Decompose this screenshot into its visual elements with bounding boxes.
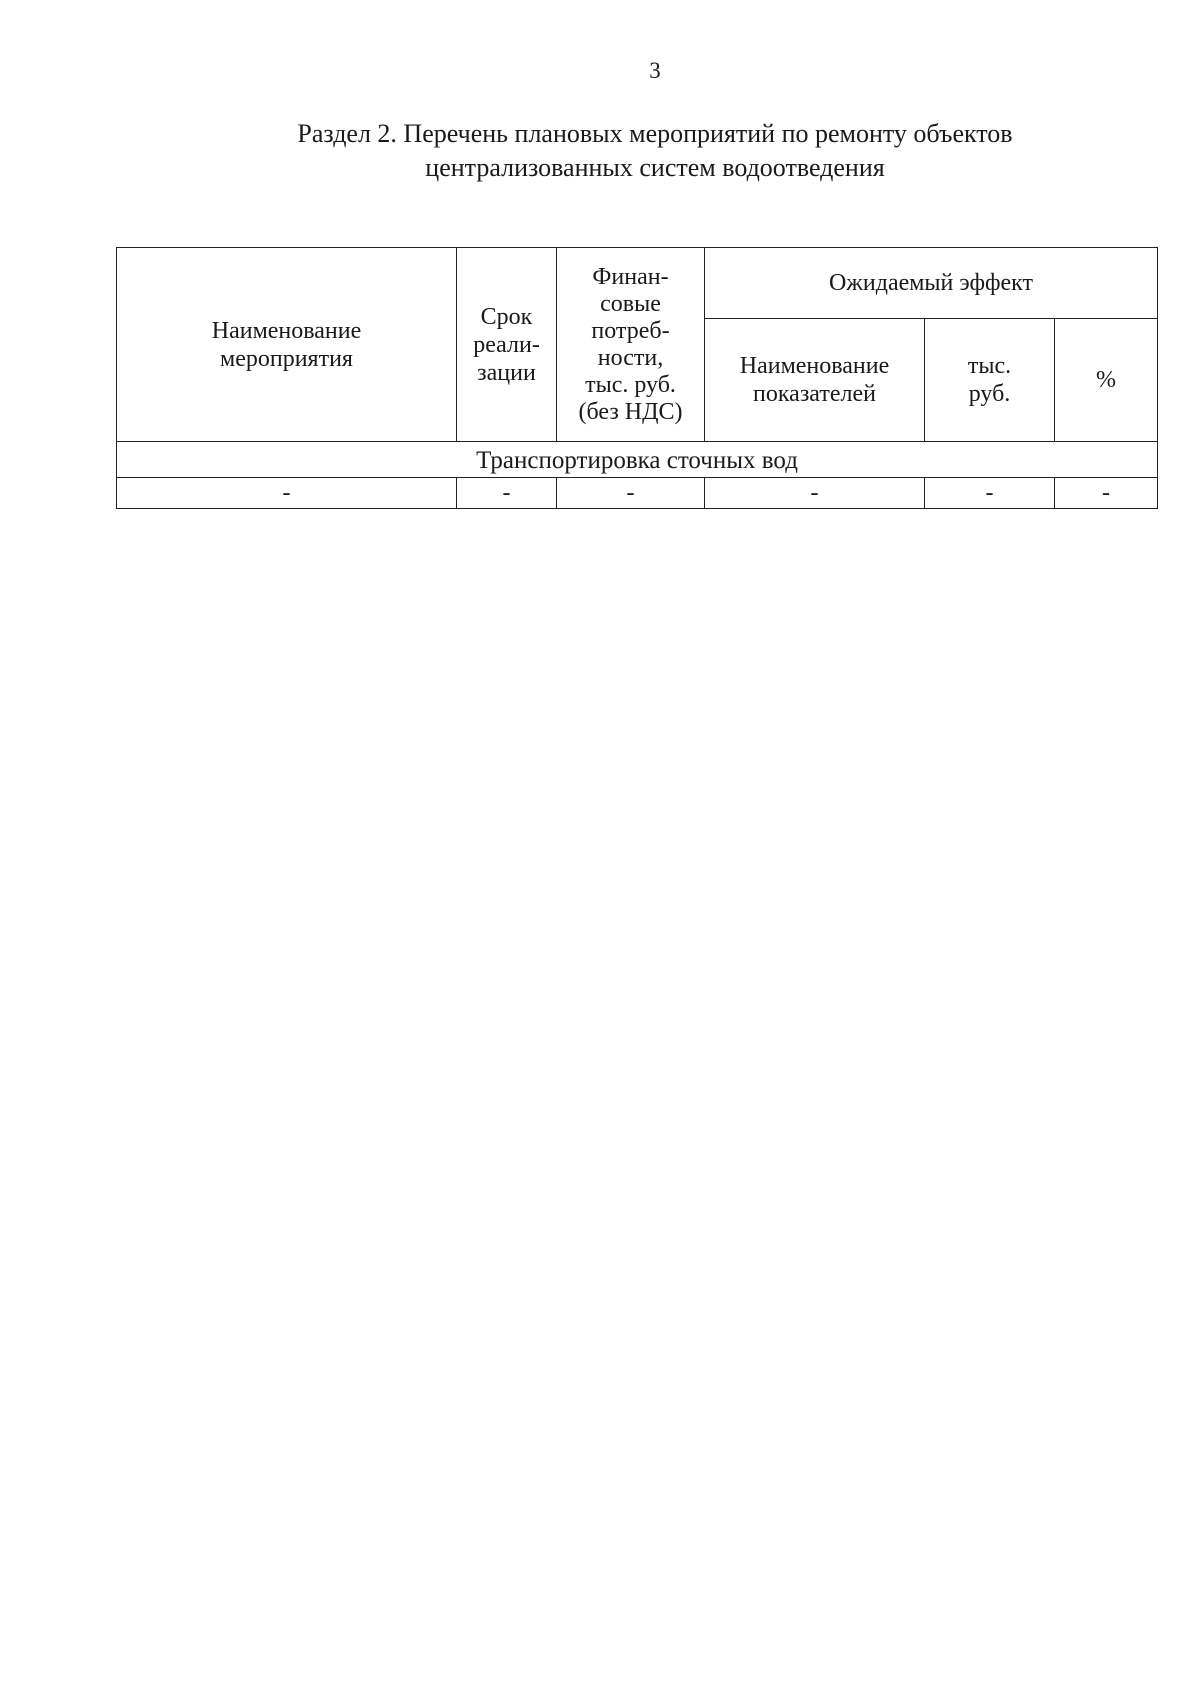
section-label: Транспортировка сточных вод [117,442,1158,478]
header-text: зации [477,359,536,386]
header-text: показателей [753,381,876,407]
header-text: потреб- [591,317,670,344]
header-text: тыс. [967,353,1012,379]
header-term [457,248,557,442]
section-title-line-1: Раздел 2. Перечень плановых мероприятий по ремонту объектов [297,119,1013,148]
table-row [117,478,1158,509]
header-text: руб. [968,381,1011,407]
header-text: (без НДС) [578,398,683,425]
section-title [0,117,1200,185]
table-cell: - [557,478,705,509]
header-text: Срок [480,303,533,330]
header-indicator-name [705,319,925,442]
table-cell: - [117,478,457,509]
table-cell: - [1055,478,1158,509]
table-header-row [117,248,1158,319]
header-amount [925,319,1055,442]
header-text: Наименование [211,317,362,344]
repair-plan-table [116,247,1158,509]
table-cell: - [925,478,1055,509]
header-text: Наименование [739,353,890,379]
table-cell: - [705,478,925,509]
header-text: реали- [473,331,540,358]
page-number: 3 [649,58,661,83]
header-text: совые [600,290,661,317]
header-expected-effect: Ожидаемый эффект [705,248,1158,319]
table-section-row [117,442,1158,478]
header-percent: % [1055,319,1158,442]
header-event-name [117,248,457,442]
header-text: мероприятия [220,345,353,372]
header-text: ности, [597,344,664,371]
header-text: Финан- [592,263,669,290]
header-financial-needs [557,248,705,442]
table-cell: - [457,478,557,509]
section-title-line-2: централизованных систем водоотведения [425,153,885,182]
header-text: тыс. руб. [585,371,676,398]
